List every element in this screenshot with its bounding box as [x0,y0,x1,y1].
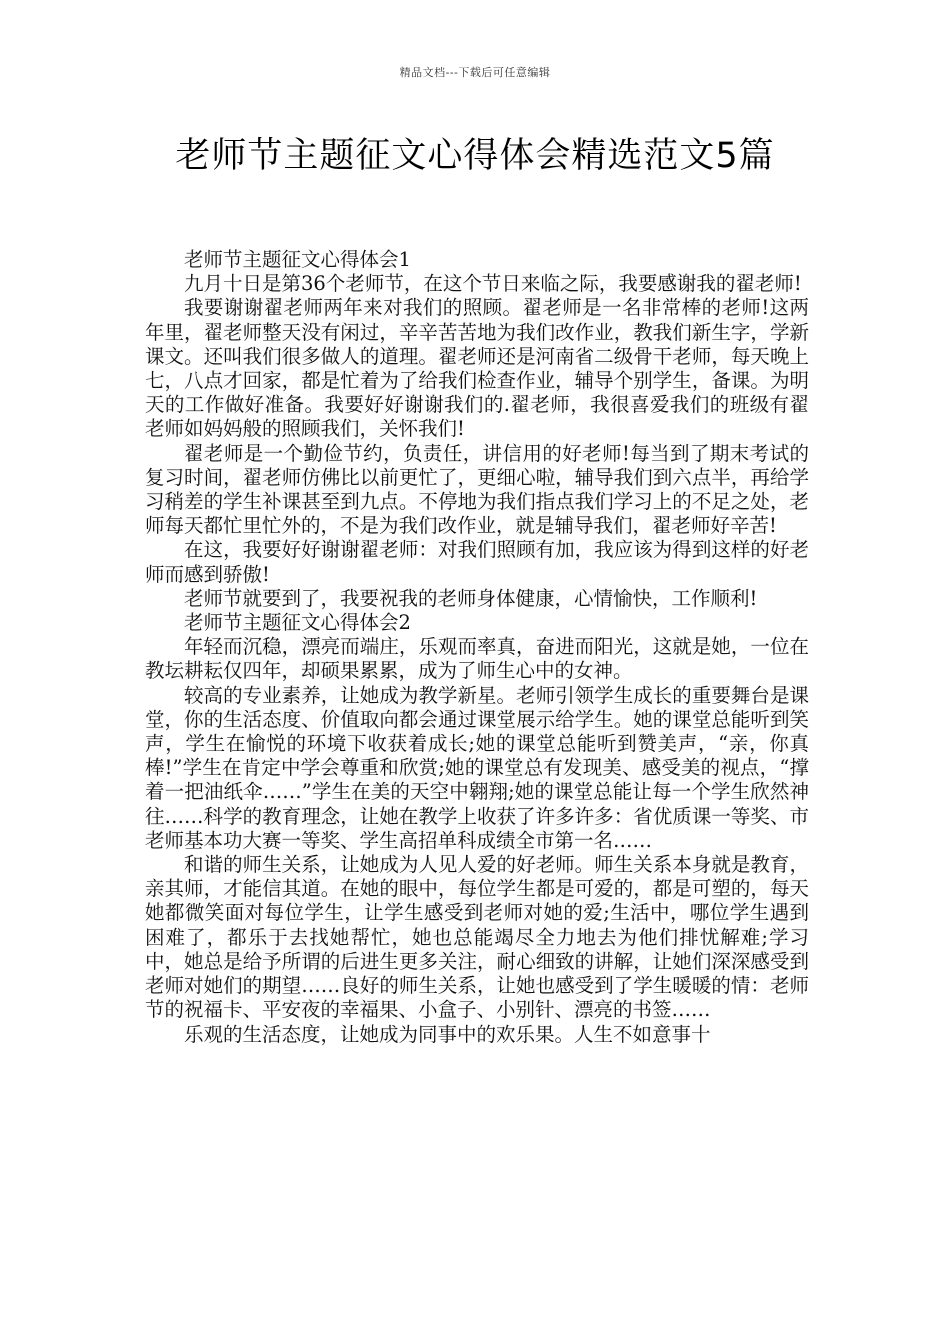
document-title: 老师节主题征文心得体会精选范文5篇 [175,136,775,176]
paragraph: 老师节就要到了，我要祝我的老师身体健康，心情愉快，工作顺利! [184,586,758,610]
paragraph: 年轻而沉稳，漂亮而端庄，乐观而率真，奋进而阳光，这就是她，一位在教坛耕耘仅四年，却硕果累累，成为了师生心中的女神。 [145,635,809,683]
paragraph: 较高的专业素养，让她成为教学新星。老师引领学生成长的重要舞台是课堂，你的生活态度、价值取向都会通过课堂展示给学生。她的课堂总能听到笑声，学生在愉悦的环境下收获着成长;她的课堂总能听到赞美声，“亲，你真棒!”学生在肯定中学会尊重和欣赏;她的课堂总有发现美、感受美的视点，“撑着一把油纸伞……”学生在美的天空中翱翔;她的课堂总能让每一个学生欣然神往……科学的教育理念，让她在教学上收获了许多许多：省优质课一等奖、市老师基本功大赛一等奖、学生高招单科成绩全市第一名…… [145,683,809,852]
document-body [145,248,809,1047]
paragraph: 九月十日是第36个老师节，在这个节日来临之际，我要感谢我的翟老师! [184,272,802,296]
paragraph: 翟老师是一个勤俭节约，负责任，讲信用的好老师!每当到了期末考试的复习时间，翟老师仿佛比以前更忙了，更细心啦，辅导我们到六点半，再给学习稍差的学生补课甚至到九点。不停地为我们指点我们学习上的不足之处，老师每天都忙里忙外的，不是为我们改作业，就是辅导我们，翟老师好辛苦! [145,441,809,538]
section-heading: 老师节主题征文心得体会1 [184,248,411,271]
paragraph: 乐观的生活态度，让她成为同事中的欢乐果。人生不如意事十 [184,1022,711,1046]
header-note: 精品文档---下载后可任意编辑 [399,66,551,79]
paragraph: 和谐的师生关系，让她成为人见人爱的好老师。师生关系本身就是教育，亲其师，才能信其道。在她的眼中，每位学生都是可爱的，都是可塑的，每天她都微笑面对每位学生，让学生感受到老师对她的爱;生活中，哪位学生遇到困难了，都乐于去找她帮忙，她也总能竭尽全力地去为他们排忧解难;学习中，她总是给予所谓的后进生更多关注，耐心细致的讲解，让她们深深感受到老师对她们的期望……良好的师生关系，让她也感受到了学生暖暖的情：老师节的祝福卡、平安夜的幸福果、小盒子、小别针、漂亮的书签…… [145,853,809,1022]
section-heading: 老师节主题征文心得体会2 [184,611,411,635]
paragraph: 我要谢谢翟老师两年来对我们的照顾。翟老师是一名非常棒的老师!这两年里，翟老师整天没有闲过，辛辛苦苦地为我们改作业，教我们新生字，学新课文。还叫我们很多做人的道理。翟老师还是河南省二级骨干老师，每天晚上七，八点才回家，都是忙着为了给我们检查作业，辅导个别学生，备课。为明天的工作做好准备。我要好好谢谢我们的.翟老师，我很喜爱我们的班级有翟老师如妈妈般的照顾我们，关怀我们! [145,296,809,441]
paragraph: 在这，我要好好谢谢翟老师：对我们照顾有加，我应该为得到这样的好老师而感到骄傲! [145,538,809,586]
